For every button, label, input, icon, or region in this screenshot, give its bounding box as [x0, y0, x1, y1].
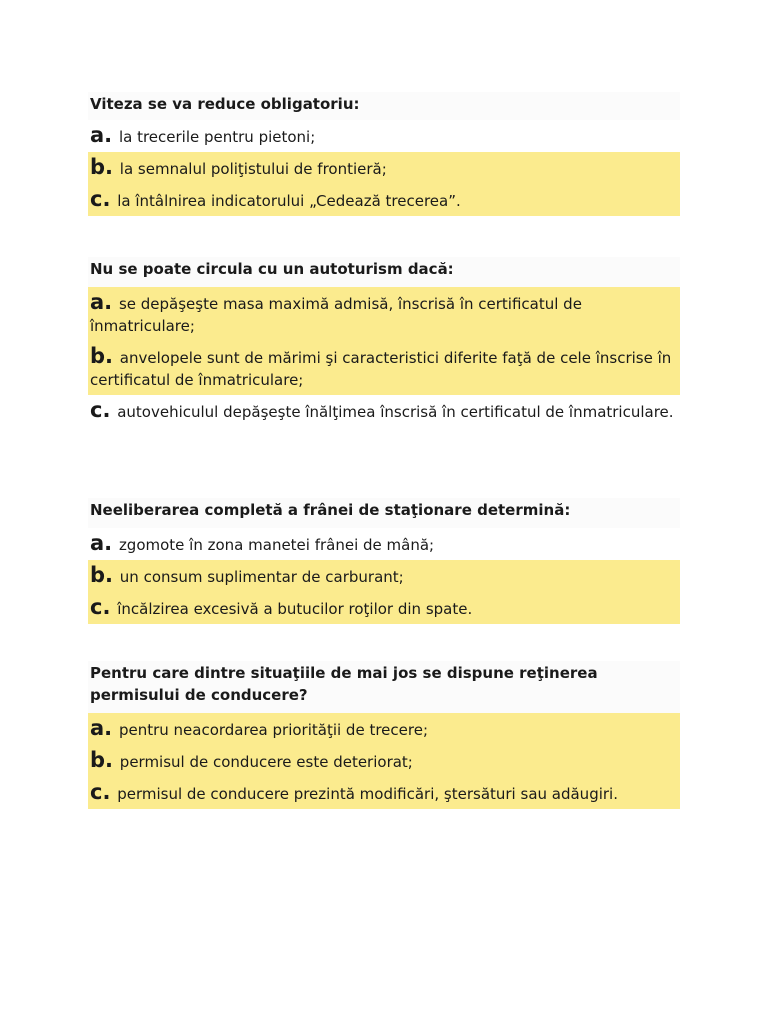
option-letter: c.	[90, 187, 111, 211]
option-letter: a.	[90, 290, 113, 314]
answer-option-b	[88, 745, 680, 777]
question-title: Pentru care dintre situaţiile de mai jos se dispune reţinerea permisului de conducere?	[88, 661, 680, 713]
option-letter: c.	[90, 595, 111, 619]
question-block-3	[88, 498, 680, 624]
question-title: Viteza se va reduce obligatoriu:	[88, 92, 680, 120]
option-letter: a.	[90, 716, 113, 740]
answer-option-b	[88, 341, 680, 395]
answer-option-c	[88, 777, 680, 809]
answer-option-a	[88, 287, 680, 341]
answer-option-b	[88, 152, 680, 184]
option-text: la trecerile pentru pietoni;	[118, 128, 316, 146]
answer-option-c	[88, 184, 680, 216]
answer-option-a	[88, 713, 680, 745]
option-text: la întâlnirea indicatorului „Cedează trecerea”.	[117, 192, 461, 210]
answer-option-c	[88, 592, 680, 624]
answer-option-a	[88, 120, 680, 152]
option-text: anvelopele sunt de mărimi şi caracteristici diferite faţă de cele înscrise în certificatul de înmatriculare;	[90, 349, 672, 389]
option-letter: b.	[90, 155, 114, 179]
question-block-1	[88, 92, 680, 216]
option-text: se depăşeşte masa maximă admisă, înscrisă în certificatul de înmatriculare;	[90, 295, 582, 335]
option-text: încălzirea excesivă a butucilor roţilor din spate.	[117, 600, 473, 618]
option-letter: b.	[90, 563, 114, 587]
option-text: la semnalul poliţistului de frontieră;	[119, 160, 387, 178]
answer-option-b	[88, 560, 680, 592]
option-letter: b.	[90, 748, 114, 772]
option-letter: c.	[90, 398, 111, 422]
option-letter: b.	[90, 344, 114, 368]
option-letter: a.	[90, 531, 113, 555]
option-letter: c.	[90, 780, 111, 804]
question-block-2	[88, 257, 680, 427]
option-letter: a.	[90, 123, 113, 147]
answer-option-a	[88, 528, 680, 560]
option-text: zgomote în zona manetei frânei de mână;	[118, 536, 435, 554]
option-text: autovehiculul depăşeşte înălţimea înscrisă în certificatul de înmatriculare.	[117, 403, 674, 421]
question-title: Neeliberarea completă a frânei de staţionare determină:	[88, 498, 680, 528]
option-text: pentru neacordarea priorităţii de trecere;	[118, 721, 428, 739]
option-text: permisul de conducere prezintă modificări, ştersături sau adăugiri.	[117, 785, 618, 803]
answer-option-c	[88, 395, 680, 427]
question-title: Nu se poate circula cu un autoturism dacă:	[88, 257, 680, 287]
option-text: un consum suplimentar de carburant;	[119, 568, 404, 586]
option-text: permisul de conducere este deteriorat;	[119, 753, 413, 771]
question-block-4	[88, 661, 680, 809]
